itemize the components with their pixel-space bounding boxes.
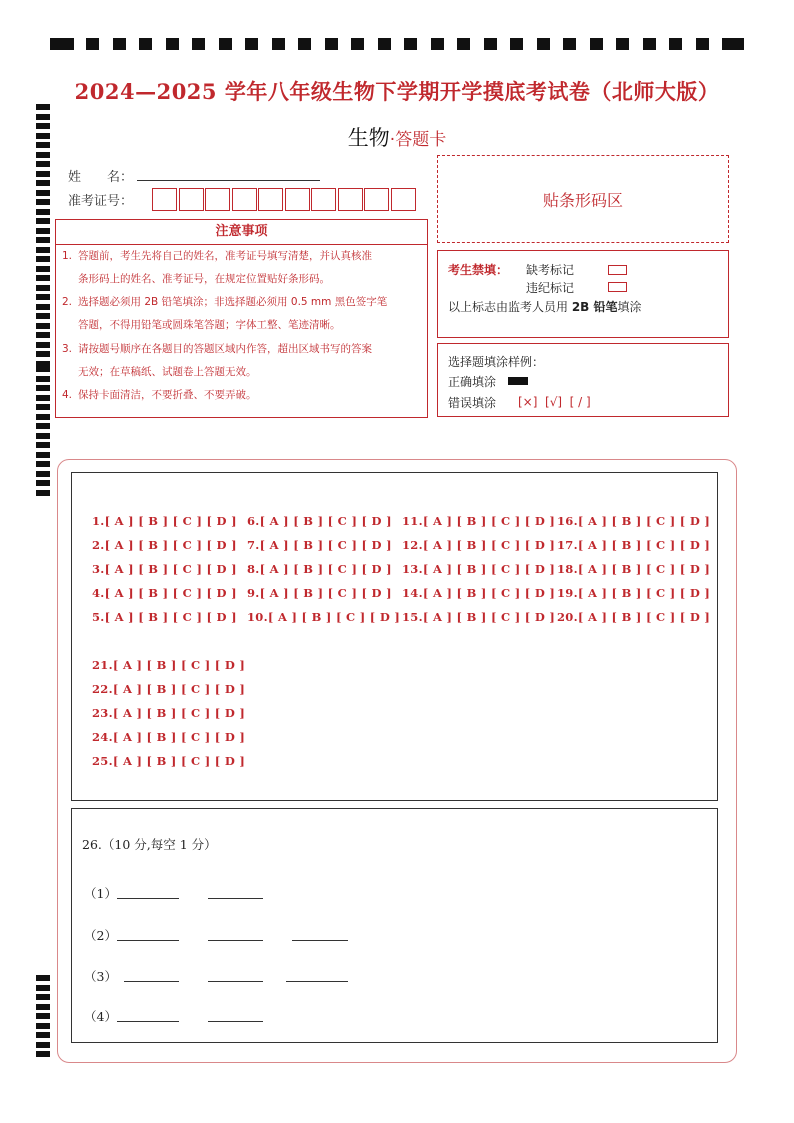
mcq-options[interactable]: [ A ] [ B ] [ C ] [ D ] bbox=[422, 586, 556, 600]
mcq-question-14[interactable] bbox=[402, 586, 555, 600]
side-timing-mark bbox=[36, 237, 50, 243]
side-timing-mark bbox=[36, 480, 50, 486]
side-timing-mark bbox=[36, 461, 50, 467]
mcq-options[interactable]: [ A ] [ B ] [ C ] [ D ] bbox=[104, 538, 237, 552]
mcq-options[interactable]: [ A ] [ B ] [ C ] [ D ] bbox=[577, 586, 711, 600]
mcq-question-3[interactable] bbox=[92, 562, 237, 576]
wrong-fill-label: 错误填涂 bbox=[448, 396, 497, 410]
q26-part-4-blank-1[interactable] bbox=[117, 1021, 179, 1022]
mcq-question-number: 12. bbox=[402, 538, 423, 552]
timing-mark-top-left bbox=[50, 38, 74, 50]
q26-part-3-blank-3[interactable] bbox=[286, 981, 348, 982]
mcq-question-number: 2. bbox=[92, 538, 105, 552]
q26-part-2-label: （2） bbox=[84, 928, 117, 943]
timing-mark bbox=[616, 38, 629, 50]
id-digit-box[interactable] bbox=[364, 188, 389, 211]
notice-item-1: 1. 答题前，考生先将自己的姓名，准考证号填写清楚，并认真核准 条形码上的姓名、准考证号，在规定位置贴好条形码。 bbox=[62, 250, 372, 285]
mcq-options[interactable]: [ A ] [ B ] [ C ] [ D ] bbox=[577, 538, 711, 552]
side-timing-mark bbox=[36, 1013, 50, 1019]
exam-rules-box bbox=[437, 250, 729, 338]
mcq-question-6[interactable] bbox=[247, 514, 392, 528]
mcq-question-number: 13. bbox=[402, 562, 423, 576]
mcq-options[interactable]: [ A ] [ B ] [ C ] [ D ] bbox=[104, 610, 237, 624]
q26-part-1-blank-2[interactable] bbox=[208, 898, 263, 899]
side-timing-mark bbox=[36, 247, 50, 253]
timing-mark bbox=[192, 38, 205, 50]
side-timing-mark bbox=[36, 285, 50, 291]
timing-mark bbox=[86, 38, 99, 50]
timing-mark bbox=[113, 38, 126, 50]
mcq-question-7[interactable] bbox=[247, 538, 392, 552]
q26-part-2-blank-1[interactable] bbox=[117, 940, 179, 941]
timing-mark bbox=[325, 38, 338, 50]
mcq-question-number: 18. bbox=[557, 562, 578, 576]
timing-mark bbox=[272, 38, 285, 50]
q26-part-1-label: （1） bbox=[84, 886, 117, 901]
notice-heading: 注意事项 bbox=[56, 220, 427, 245]
mcq-question-23[interactable] bbox=[92, 706, 245, 720]
mcq-question-number: 9. bbox=[247, 586, 260, 600]
timing-mark bbox=[669, 38, 682, 50]
mcq-options[interactable]: [ A ] [ B ] [ C ] [ D ] bbox=[422, 562, 556, 576]
q26-part-1-blank-1[interactable] bbox=[117, 898, 179, 899]
q26-title: 26.（10 分,每空 1 分） bbox=[82, 837, 217, 852]
mcq-question-number: 10. bbox=[247, 610, 268, 624]
side-timing-mark bbox=[36, 180, 50, 186]
id-digit-box[interactable] bbox=[311, 188, 336, 211]
side-timing-mark bbox=[36, 351, 50, 357]
timing-mark bbox=[696, 38, 709, 50]
side-timing-mark bbox=[36, 985, 50, 991]
mcq-question-number: 4. bbox=[92, 586, 105, 600]
exam-rules-label: 考生禁填： bbox=[448, 263, 509, 277]
side-timing-mark bbox=[36, 342, 50, 348]
subject-heading bbox=[0, 122, 794, 152]
timing-mark bbox=[510, 38, 523, 50]
side-timing-mark bbox=[36, 423, 50, 429]
mcq-question-1[interactable] bbox=[92, 514, 237, 528]
violation-mark-box[interactable] bbox=[608, 282, 627, 292]
id-digit-box[interactable] bbox=[179, 188, 204, 211]
mcq-question-12[interactable] bbox=[402, 538, 555, 552]
subject-subtitle: ·答题卡 bbox=[389, 130, 447, 150]
mcq-question-21[interactable] bbox=[92, 658, 245, 672]
timing-mark bbox=[563, 38, 576, 50]
timing-mark bbox=[245, 38, 258, 50]
mcq-question-number: 17. bbox=[557, 538, 578, 552]
mcq-question-number: 7. bbox=[247, 538, 260, 552]
mcq-question-19[interactable] bbox=[557, 586, 710, 600]
timing-mark bbox=[590, 38, 603, 50]
side-timing-mark bbox=[36, 1032, 50, 1038]
side-timing-mark bbox=[36, 161, 50, 167]
timing-mark bbox=[166, 38, 179, 50]
absent-mark-box[interactable] bbox=[608, 265, 627, 275]
mcq-question-18[interactable] bbox=[557, 562, 710, 576]
timing-mark bbox=[643, 38, 656, 50]
timing-mark bbox=[404, 38, 417, 50]
mcq-question-16[interactable] bbox=[557, 514, 710, 528]
mcq-question-number: 11. bbox=[402, 514, 423, 528]
mcq-question-number: 21. bbox=[92, 658, 113, 672]
timing-mark bbox=[219, 38, 232, 50]
side-timing-mark bbox=[36, 1042, 50, 1048]
side-timing-mark bbox=[36, 313, 50, 319]
id-digit-box[interactable] bbox=[391, 188, 416, 211]
subject-name: 生物 bbox=[347, 126, 390, 150]
mcq-options[interactable]: [ A ] [ B ] [ C ] [ D ] bbox=[259, 586, 392, 600]
mcq-question-number: 5. bbox=[92, 610, 105, 624]
side-timing-mark bbox=[36, 332, 50, 338]
absent-label: 缺考标记 bbox=[526, 263, 575, 277]
side-timing-mark bbox=[36, 1023, 50, 1029]
q26-part-2-blank-3[interactable] bbox=[292, 940, 348, 941]
mcq-question-24[interactable] bbox=[92, 730, 245, 744]
timing-mark bbox=[457, 38, 470, 50]
mcq-question-22[interactable] bbox=[92, 682, 245, 696]
side-timing-mark bbox=[36, 190, 50, 196]
name-label: 姓 名： bbox=[68, 170, 134, 185]
timing-mark bbox=[431, 38, 444, 50]
mcq-question-10[interactable] bbox=[247, 610, 400, 624]
q26-part-4-blank-2[interactable] bbox=[208, 1021, 263, 1022]
mcq-question-13[interactable] bbox=[402, 562, 555, 576]
mcq-question-number: 16. bbox=[557, 514, 578, 528]
side-timing-mark bbox=[36, 199, 50, 205]
mcq-question-number: 22. bbox=[92, 682, 113, 696]
mcq-question-17[interactable] bbox=[557, 538, 710, 552]
q26-part-4-label: （4） bbox=[84, 1009, 117, 1024]
timing-mark-top-right bbox=[722, 38, 744, 50]
mcq-options[interactable]: [ A ] [ B ] [ C ] [ D ] bbox=[112, 706, 246, 720]
side-timing-mark bbox=[36, 395, 50, 401]
side-timing-mark bbox=[36, 1004, 50, 1010]
side-timing-mark bbox=[36, 275, 50, 281]
mcq-options[interactable]: [ A ] [ B ] [ C ] [ D ] bbox=[422, 538, 556, 552]
id-digit-box[interactable] bbox=[152, 188, 177, 211]
mcq-question-number: 6. bbox=[247, 514, 260, 528]
timing-mark bbox=[537, 38, 550, 50]
mcq-options[interactable]: [ A ] [ B ] [ C ] [ D ] bbox=[112, 658, 246, 672]
side-timing-mark bbox=[36, 452, 50, 458]
side-timing-mark bbox=[36, 366, 50, 372]
mcq-question-number: 3. bbox=[92, 562, 105, 576]
barcode-area: 贴条形码区 bbox=[437, 155, 729, 243]
mcq-question-number: 23. bbox=[92, 706, 113, 720]
id-digit-box[interactable] bbox=[285, 188, 310, 211]
mcq-options[interactable]: [ A ] [ B ] [ C ] [ D ] bbox=[259, 514, 392, 528]
mcq-options[interactable]: [ A ] [ B ] [ C ] [ D ] bbox=[422, 514, 556, 528]
notice-panel bbox=[55, 219, 428, 418]
mcq-options[interactable]: [ A ] [ B ] [ C ] [ D ] bbox=[104, 562, 237, 576]
side-timing-mark bbox=[36, 376, 50, 382]
side-timing-mark bbox=[36, 323, 50, 329]
mcq-question-20[interactable] bbox=[557, 610, 710, 624]
side-timing-mark bbox=[36, 266, 50, 272]
page-title: 2024—2025 学年八年级生物下学期开学摸底考试卷（北师大版） bbox=[74, 79, 720, 104]
mcq-question-25[interactable] bbox=[92, 754, 245, 768]
mcq-question-number: 25. bbox=[92, 754, 113, 768]
side-timing-mark bbox=[36, 209, 50, 215]
fill-sample-box bbox=[437, 343, 729, 417]
q26-part-3-label: （3） bbox=[84, 969, 117, 984]
notice-item-4: 4. 保持卡面清洁，不要折叠、不要弄破。 bbox=[62, 389, 257, 401]
mcq-options[interactable]: [ A ] [ B ] [ C ] [ D ] bbox=[267, 610, 401, 624]
side-timing-mark bbox=[36, 994, 50, 1000]
violation-label: 违纪标记 bbox=[526, 281, 575, 295]
mcq-options[interactable]: [ A ] [ B ] [ C ] [ D ] bbox=[104, 586, 237, 600]
notice-item-3: 3. 请按题号顺序在各题目的答题区域内作答，超出区域书写的答案 无效；在草稿纸、试题卷上答题无效。 bbox=[62, 343, 372, 378]
mcq-question-15[interactable] bbox=[402, 610, 555, 624]
mcq-question-number: 19. bbox=[557, 586, 578, 600]
wrong-fill-samples: [×] [√] [ / ] bbox=[518, 395, 591, 409]
mcq-question-5[interactable] bbox=[92, 610, 237, 624]
mcq-options[interactable]: [ A ] [ B ] [ C ] [ D ] bbox=[112, 730, 246, 744]
mcq-question-4[interactable] bbox=[92, 586, 237, 600]
side-timing-mark bbox=[36, 228, 50, 234]
side-timing-mark bbox=[36, 385, 50, 391]
mcq-question-11[interactable] bbox=[402, 514, 555, 528]
mcq-options[interactable]: [ A ] [ B ] [ C ] [ D ] bbox=[422, 610, 556, 624]
fill-sample-label: 选择题填涂样例： bbox=[448, 355, 545, 369]
side-timing-mark bbox=[36, 218, 50, 224]
side-timing-mark bbox=[36, 404, 50, 410]
timing-mark bbox=[139, 38, 152, 50]
q26-part-3-blank-2[interactable] bbox=[208, 981, 263, 982]
mcq-options[interactable]: [ A ] [ B ] [ C ] [ D ] bbox=[112, 754, 246, 768]
side-timing-mark bbox=[36, 975, 50, 981]
mcq-options[interactable]: [ A ] [ B ] [ C ] [ D ] bbox=[577, 562, 711, 576]
exam-rules-note: 以上标志由监考人员用 2B 铅笔填涂 bbox=[448, 300, 642, 314]
side-timing-mark bbox=[36, 171, 50, 177]
timing-mark bbox=[378, 38, 391, 50]
correct-fill-label: 正确填涂 bbox=[448, 375, 497, 389]
id-digit-box[interactable] bbox=[338, 188, 363, 211]
notice-item-2: 2. 选择题必须用 2B 铅笔填涂；非选择题必须用 0.5 mm 黑色签字笔 答题，不得用铅笔或圆珠笔答题；字体工整、笔迹清晰。 bbox=[62, 296, 388, 331]
mcq-options[interactable]: [ A ] [ B ] [ C ] [ D ] bbox=[104, 514, 237, 528]
mcq-options[interactable]: [ A ] [ B ] [ C ] [ D ] bbox=[112, 682, 246, 696]
timing-mark bbox=[484, 38, 497, 50]
id-digit-box[interactable] bbox=[258, 188, 283, 211]
mcq-question-8[interactable] bbox=[247, 562, 392, 576]
side-timing-mark bbox=[36, 414, 50, 420]
mcq-options[interactable]: [ A ] [ B ] [ C ] [ D ] bbox=[259, 538, 392, 552]
side-timing-mark bbox=[36, 442, 50, 448]
side-timing-mark bbox=[36, 433, 50, 439]
q26-part-3-blank-1[interactable] bbox=[124, 981, 179, 982]
side-timing-mark bbox=[36, 1051, 50, 1057]
mcq-question-number: 15. bbox=[402, 610, 423, 624]
mcq-question-number: 1. bbox=[92, 514, 105, 528]
mcq-options[interactable]: [ A ] [ B ] [ C ] [ D ] bbox=[259, 562, 392, 576]
id-digit-box[interactable] bbox=[205, 188, 230, 211]
mcq-options[interactable]: [ A ] [ B ] [ C ] [ D ] bbox=[577, 610, 711, 624]
timing-mark bbox=[351, 38, 364, 50]
id-label: 准考证号： bbox=[68, 194, 134, 209]
side-timing-mark bbox=[36, 471, 50, 477]
mcq-question-number: 14. bbox=[402, 586, 423, 600]
mcq-question-number: 24. bbox=[92, 730, 113, 744]
id-digit-box[interactable] bbox=[232, 188, 257, 211]
mcq-question-number: 20. bbox=[557, 610, 578, 624]
mcq-question-9[interactable] bbox=[247, 586, 392, 600]
mcq-options[interactable]: [ A ] [ B ] [ C ] [ D ] bbox=[577, 514, 711, 528]
side-timing-mark bbox=[36, 114, 50, 120]
side-timing-mark bbox=[36, 490, 50, 496]
name-field[interactable] bbox=[137, 180, 320, 181]
mcq-question-2[interactable] bbox=[92, 538, 237, 552]
mcq-question-number: 8. bbox=[247, 562, 260, 576]
side-timing-mark bbox=[36, 294, 50, 300]
timing-mark bbox=[298, 38, 311, 50]
side-timing-mark bbox=[36, 152, 50, 158]
correct-fill-sample bbox=[508, 377, 528, 385]
q26-part-2-blank-2[interactable] bbox=[208, 940, 263, 941]
side-timing-mark bbox=[36, 256, 50, 262]
side-timing-mark bbox=[36, 304, 50, 310]
